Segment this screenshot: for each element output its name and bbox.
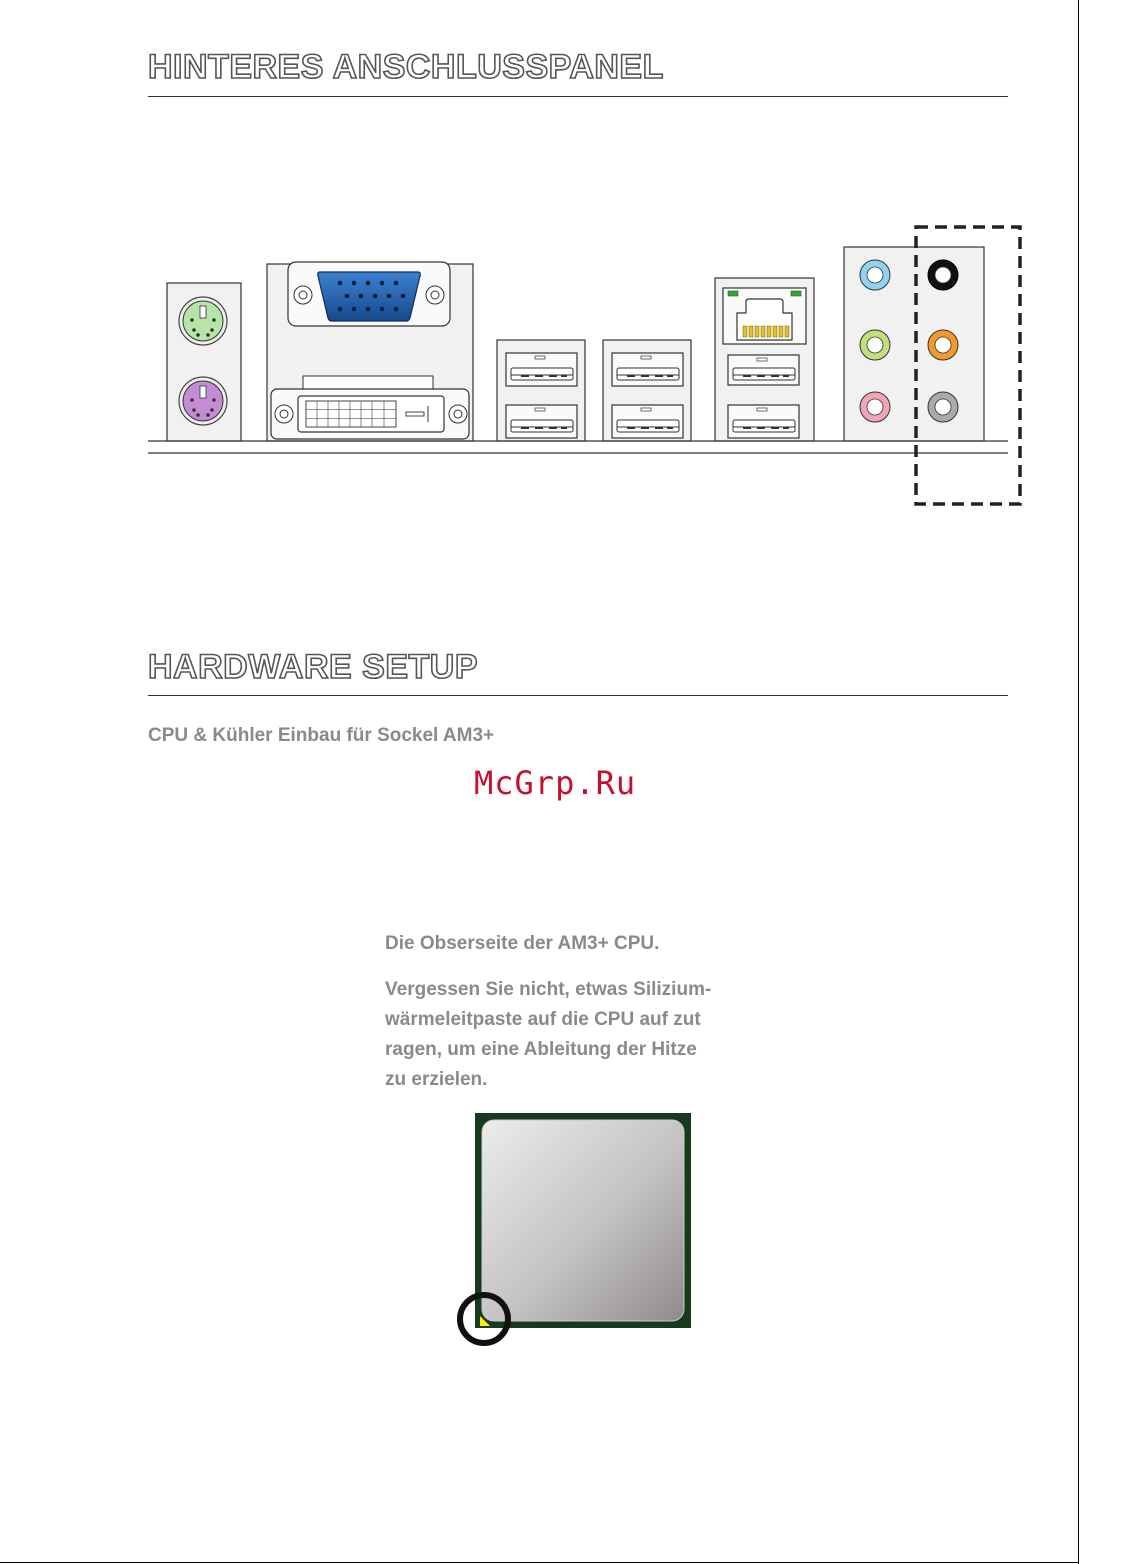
lan-usb-block: [715, 278, 814, 441]
section-title-rear-panel: HINTERES ANSCHLUSSPANEL: [148, 48, 664, 86]
audio-jack-icon: [860, 260, 890, 290]
rear-io-panel-illustration: [140, 220, 1030, 510]
cpu-top-view-icon: [450, 1105, 710, 1365]
usb-port-icon: [612, 405, 683, 438]
cpu-note-line: zu erzielen.: [385, 1069, 488, 1090]
ps2-mouse-port-icon: [179, 297, 227, 345]
page-frame-bottom: [0, 1562, 1079, 1563]
audio-jack-icon: [860, 330, 890, 360]
lan-port-icon: [723, 288, 806, 344]
section-rule-rear-panel: [148, 96, 1008, 97]
usb-port-icon: [728, 355, 799, 385]
cpu-note: [385, 975, 711, 1095]
usb-port-icon: [506, 353, 577, 386]
usb-port-icon: [612, 353, 683, 386]
vga-port-icon: [288, 262, 450, 326]
subheading-cpu-cooler-install: CPU & Kühler Einbau für Sockel AM3+: [148, 725, 495, 746]
section-rule-hardware-setup: [148, 695, 1008, 696]
cpu-note-line: wärmeleitpaste auf die CPU auf zut: [385, 1009, 701, 1030]
usb-block-2: [603, 340, 691, 441]
audio-block: [844, 247, 984, 441]
cpu-note-line: Vergessen Sie nicht, etwas Silizium-: [385, 979, 712, 1000]
audio-jack-icon: [928, 260, 958, 290]
video-block: [267, 262, 473, 441]
section-title-hardware-setup: HARDWARE SETUP: [148, 648, 479, 686]
usb-block-1: [497, 340, 585, 441]
watermark-text: McGrp.Ru: [474, 764, 637, 802]
audio-jack-icon: [860, 392, 890, 422]
cpu-heat-spreader: [482, 1120, 684, 1321]
usb-port-icon: [506, 405, 577, 438]
audio-jack-icon: [928, 392, 958, 422]
audio-jack-icon: [928, 330, 958, 360]
page-frame-right: [1078, 0, 1079, 1564]
cpu-note-line: ragen, um eine Ableitung der Hitze: [385, 1039, 697, 1060]
ps2-keyboard-port-icon: [179, 377, 227, 425]
cpu-caption: Die Obserseite der AM3+ CPU.: [385, 933, 660, 954]
usb-port-icon: [728, 405, 799, 438]
ps2-block: [167, 283, 241, 441]
